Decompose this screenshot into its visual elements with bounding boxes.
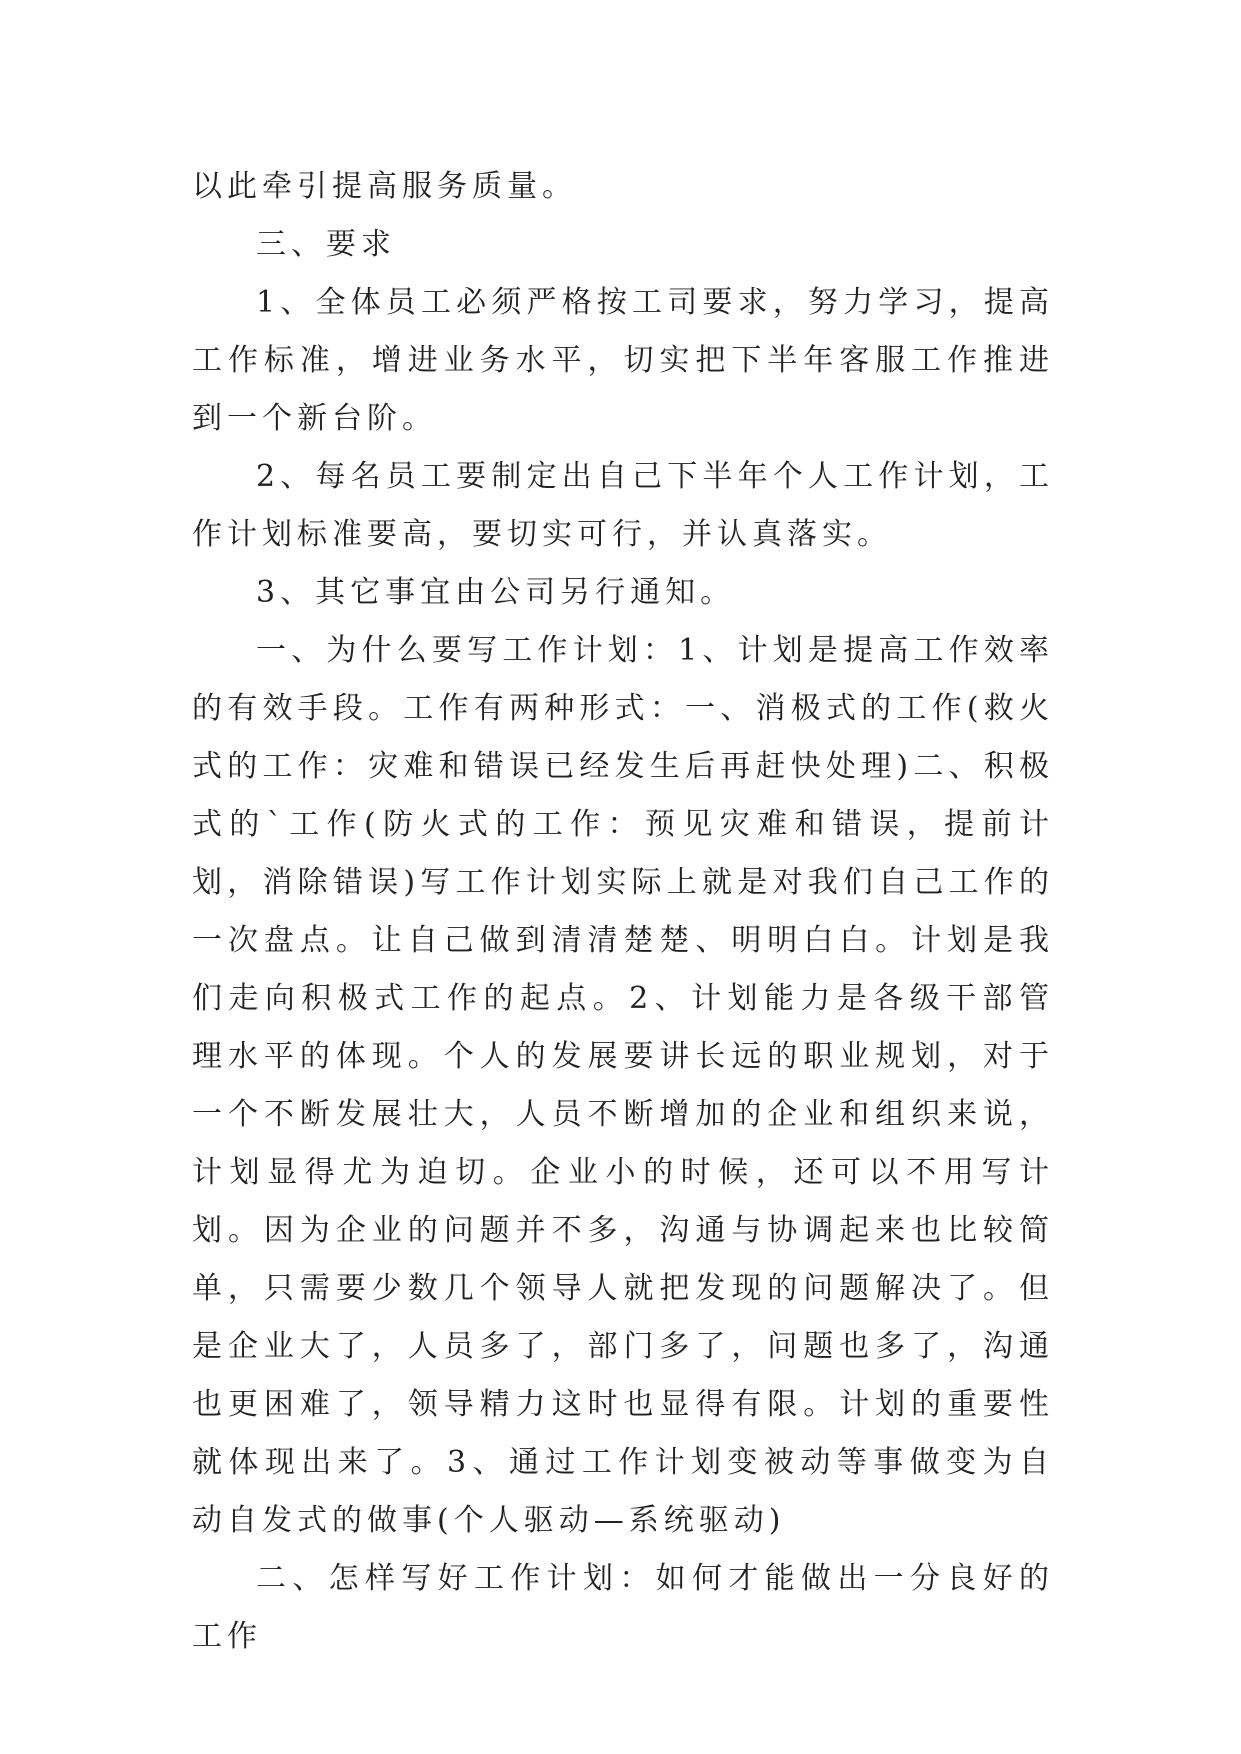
paragraph: 3、其它事宜由公司另行通知。 (256, 575, 736, 610)
paragraph: 1、全体员工必须严格按工司要求，努力学习，提高工作标准，增进业务水平，切实把下半年客服工作推进到一个新台阶。 (192, 285, 1054, 436)
document-body (192, 158, 1054, 1666)
section-heading: 三、要求 (256, 227, 396, 262)
paragraph: 以此牵引提高服务质量。 (192, 169, 577, 204)
paragraph: 一、为什么要写工作计划：1、计划是提高工作效率的有效手段。工作有两种形式：一、消极式的工作(救火式的工作：灾难和错误已经发生后再赶快处理)二、积极式的`工作(防火式的工作：预见灾难和错误，提前计划，消除错误)写工作计划实际上就是对我们自己工作的一次盘点。让自己做到清清楚楚、明明白白。计划是我们走向积极式工作的起点。2、计划能力是各级干部管理水平的体现。个人的发展要讲长远的职业规划，对于一个不断发展壮大，人员不断增加的企业和组织来说，计划显得尤为迫切。企业小的时候，还可以不用写计划。因为企业的问题并不多，沟通与协调起来也比较简单，只需要少数几个领导人就把发现的问题解决了。但是企业大了，人员多了，部门多了，问题也多了，沟通也更困难了，领导精力这时也显得有限。计划的重要性就体现出来了。3、通过工作计划变被动等事做变为自动自发式的做事(个人驱动—系统驱动) (192, 633, 1054, 1538)
paragraph: 二、怎样写好工作计划：如何才能做出一分良好的工作 (192, 1561, 1054, 1654)
paragraph: 2、每名员工要制定出自己下半年个人工作计划，工作计划标准要高，要切实可行，并认真落实。 (192, 459, 1054, 552)
